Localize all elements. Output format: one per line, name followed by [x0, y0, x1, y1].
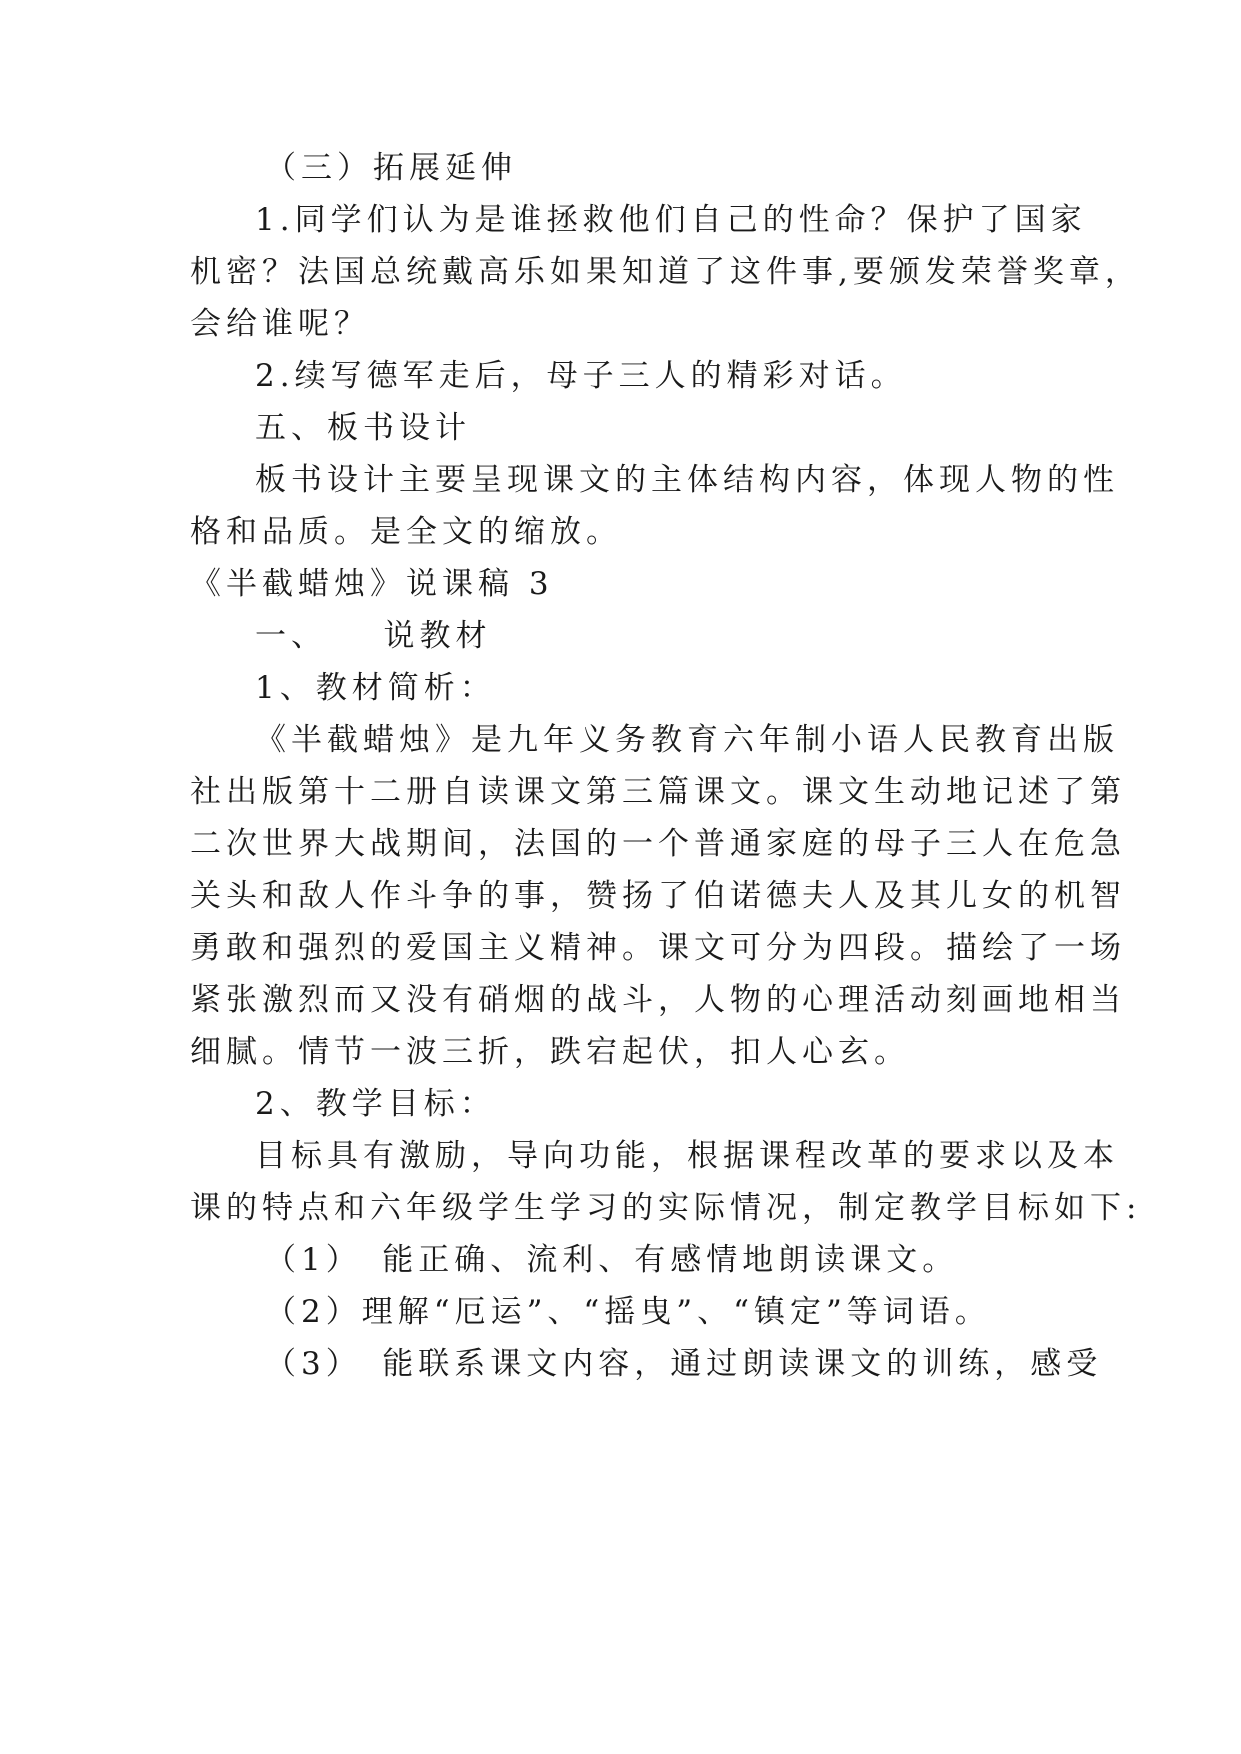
- section-heading-textbook: 一、 说教材: [255, 618, 492, 654]
- subheading-teaching-goals: 2、教学目标：: [255, 1086, 496, 1122]
- paragraph-line: 课的特点和六年级学生学习的实际情况，制定教学目标如下:: [190, 1190, 1142, 1226]
- paragraph-line: 社出版第十二册自读课文第三篇课文。课文生动地记述了第: [190, 774, 1126, 810]
- paragraph-line: 勇敢和强烈的爱国主义精神。课文可分为四段。描绘了一场: [190, 930, 1126, 966]
- goal-item-3: （3） 能联系课文内容，通过朗读课文的训练，感受: [265, 1346, 1103, 1382]
- paragraph-line: 关头和敌人作斗争的事，赞扬了伯诺德夫人及其儿女的机智: [190, 878, 1126, 914]
- paragraph-line: 细腻。情节一波三折，跌宕起伏，扣人心玄。: [190, 1034, 910, 1070]
- paragraph-line: 板书设计主要呈现课文的主体结构内容，体现人物的性: [255, 462, 1119, 498]
- section-heading-board-design: 五、板书设计: [255, 410, 471, 446]
- paragraph-line: 格和品质。是全文的缩放。: [190, 514, 622, 550]
- section-heading-extension: （三）拓展延伸: [265, 150, 517, 186]
- paragraph-line: 目标具有激励，导向功能，根据课程改革的要求以及本: [255, 1138, 1119, 1174]
- goal-item-1: （1） 能正确、流利、有感情地朗读课文。: [265, 1242, 959, 1278]
- paragraph-line: 二次世界大战期间，法国的一个普通家庭的母子三人在危急: [190, 826, 1126, 862]
- subheading-textbook-analysis: 1、教材简析：: [255, 670, 496, 706]
- document-title: 《半截蜡烛》说课稿 3: [190, 566, 554, 602]
- goal-item-2: （2）理解“厄运”、“摇曳”、“镇定”等词语。: [265, 1294, 991, 1330]
- paragraph-line: 会给谁呢？: [190, 306, 370, 342]
- paragraph-line: 《半截蜡烛》是九年义务教育六年制小语人民教育出版: [255, 722, 1119, 758]
- paragraph-line: 2.续写德军走后，母子三人的精彩对话。: [255, 358, 907, 394]
- paragraph-line: 机密？法国总统戴高乐如果知道了这件事,要颁发荣誉奖章，: [190, 254, 1141, 290]
- paragraph-line: 紧张激烈而又没有硝烟的战斗，人物的心理活动刻画地相当: [190, 982, 1126, 1018]
- paragraph-line: 1.同学们认为是谁拯救他们自己的性命？保护了国家: [255, 202, 1087, 238]
